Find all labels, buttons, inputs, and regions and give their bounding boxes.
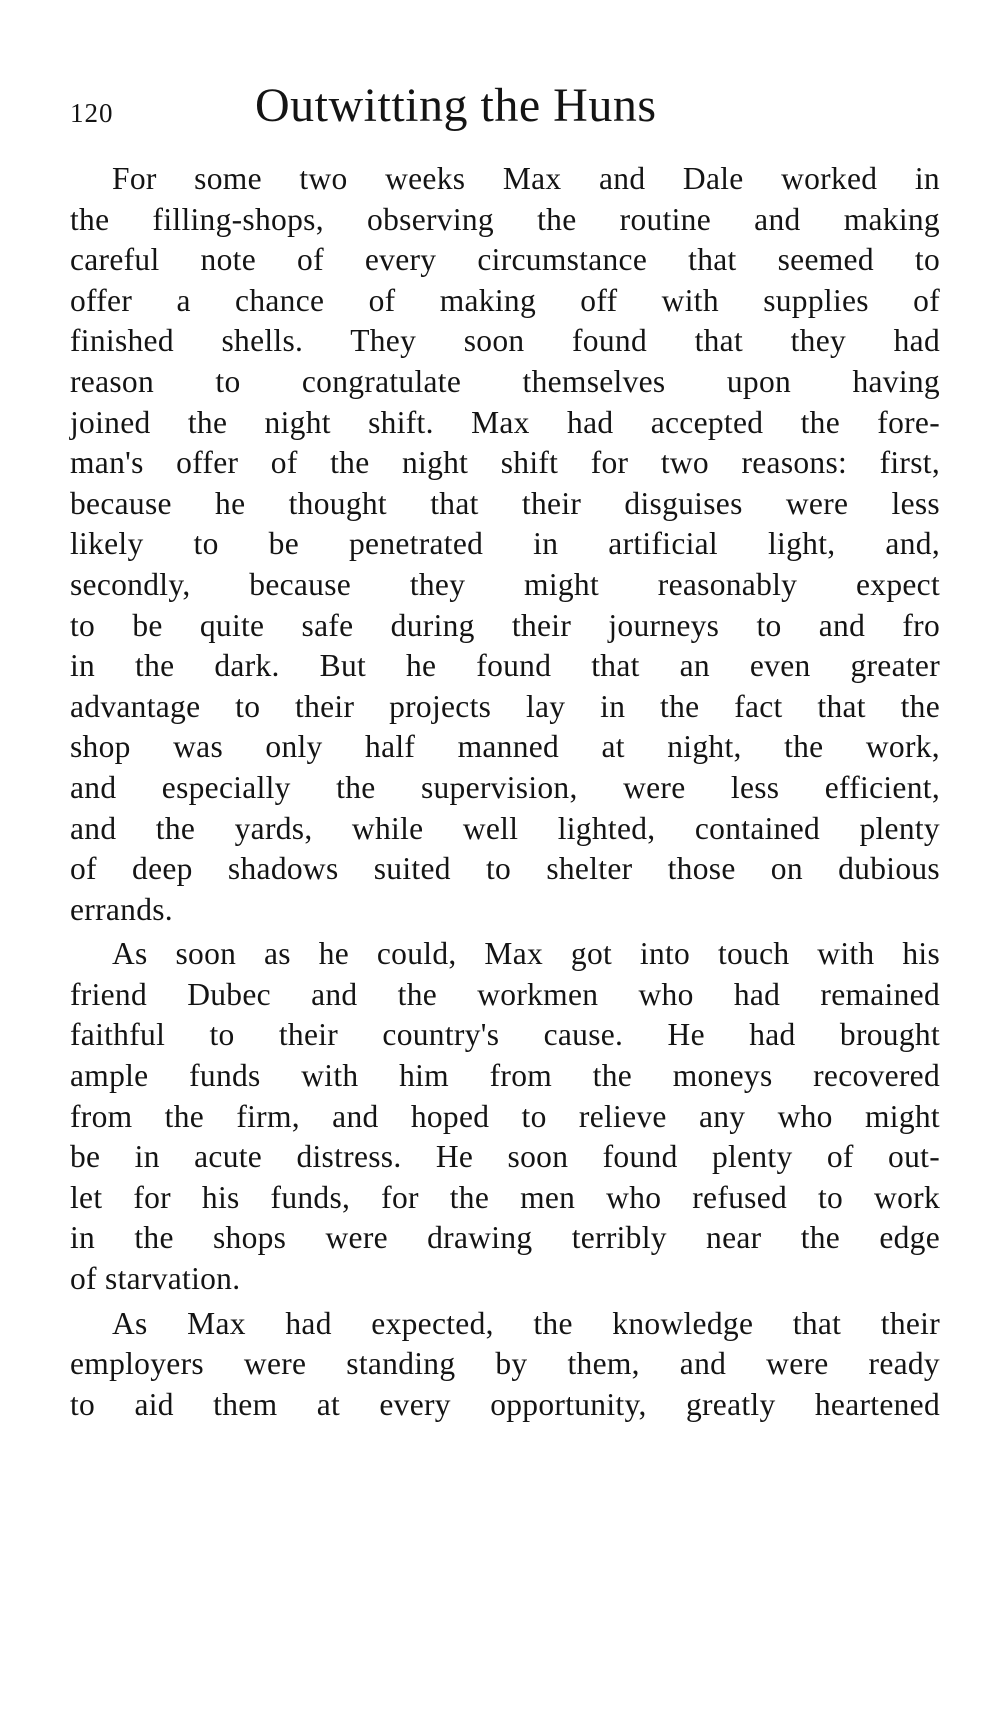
page-number: 120 [70,98,114,128]
paragraph-1 [70,159,940,930]
text-line: man's offer of the night shift for two reasons: first, [70,445,940,481]
text-line: to aid them at every opportunity, greatly heartened [70,1386,940,1422]
text-line: friend Dubec and the workmen who had remained [70,976,940,1012]
text-line: to be quite safe during their journeys to and fro [70,607,940,643]
paragraph-3 [70,1304,940,1426]
text-line: of starvation. [70,1261,241,1297]
text-line: ample funds with him from the moneys recovered [70,1058,940,1094]
text-line: likely to be penetrated in artificial light, and, [70,526,940,562]
text-line: For some two weeks Max and Dale worked in [112,161,940,196]
text-line: careful note of every circumstance that seemed to [70,242,940,278]
text-line: be in acute distress. He soon found plenty of out- [70,1139,940,1175]
paragraph-2 [70,934,940,1299]
text-line: from the firm, and hoped to relieve any who might [70,1098,940,1134]
text-line: employers were standing by them, and were ready [70,1346,940,1382]
text-line: and especially the supervision, were less efficient, [70,769,940,805]
text-line: joined the night shift. Max had accepted the fore- [70,404,940,440]
text-line: because he thought that their disguises were less [70,485,940,521]
text-line: errands. [70,891,173,927]
text-line: As soon as he could, Max got into touch with his [112,936,940,972]
text-line: the filling-shops, observing the routine and making [70,201,940,237]
text-line: finished shells. They soon found that they had [70,323,940,359]
text-line: shop was only half manned at night, the work, [70,729,940,765]
text-line: of deep shadows suited to shelter those on dubious [70,851,940,887]
text-line: and the yards, while well lighted, contained plenty [70,810,940,846]
text-line: As Max had expected, the knowledge that their [112,1305,940,1341]
text-line: in the dark. But he found that an even greater [70,648,940,684]
text-line: let for his funds, for the men who refused to work [70,1179,940,1215]
running-title: Outwitting the Huns [255,79,657,132]
running-head [70,78,940,138]
text-line: secondly, because they might reasonably expect [70,566,940,602]
text-line: faithful to their country's cause. He had brought [70,1017,940,1053]
body-text [70,159,940,1425]
text-line: advantage to their projects lay in the fact that the [70,688,940,724]
text-line: in the shops were drawing terribly near the edge [70,1220,940,1256]
text-line: offer a chance of making off with supplies of [70,282,940,318]
text-line: reason to congratulate themselves upon having [70,363,940,399]
